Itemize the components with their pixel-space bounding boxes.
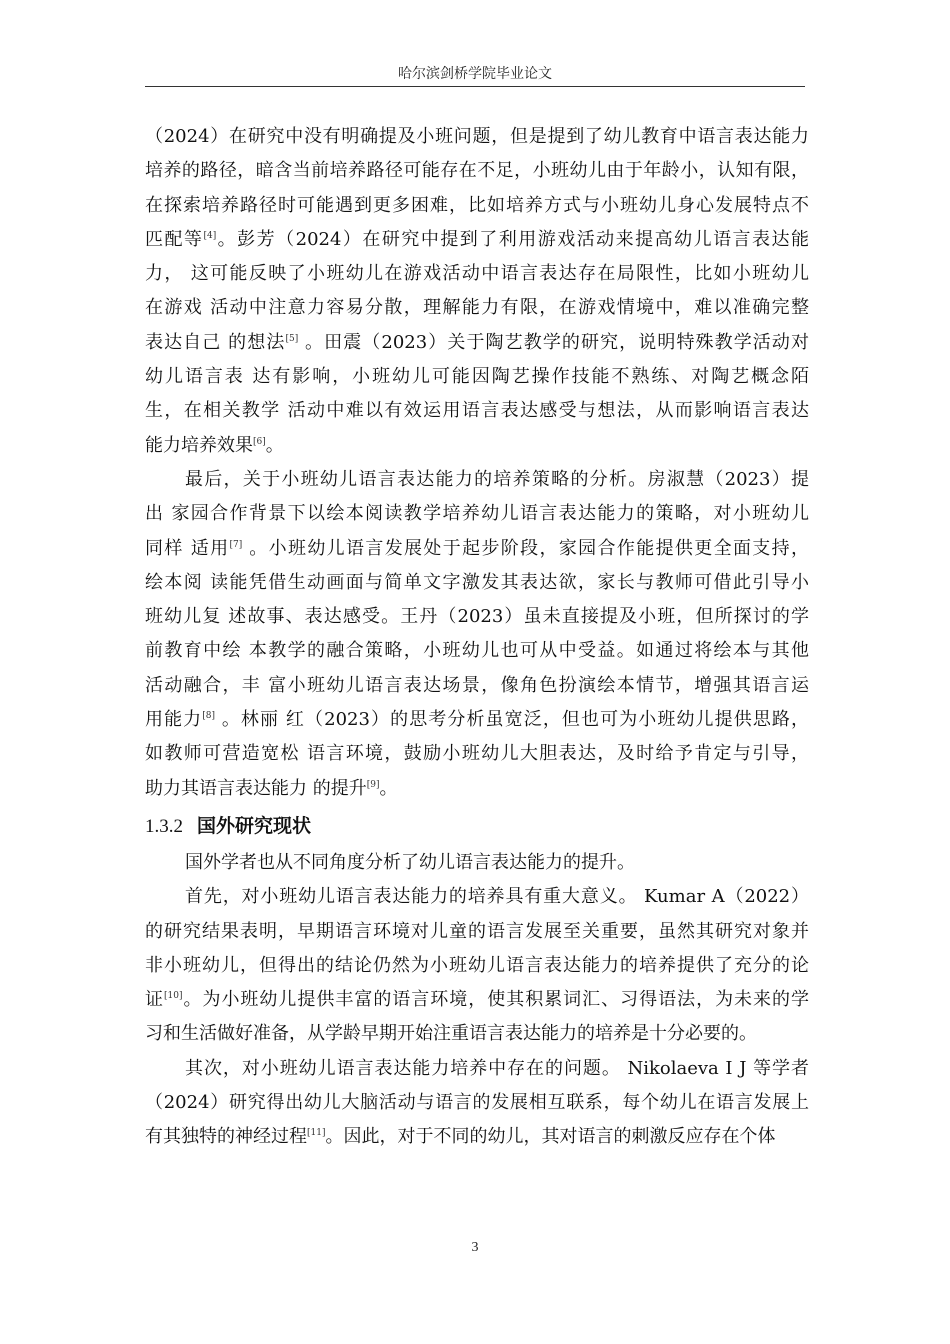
text-segment: 。彭芳（2024）在研究中提到了利用游戏活动来提高幼儿语言表达能 [216,228,809,250]
text-segment: 在探索培养路径时可能遇到更多困难，比如培养方式与小班幼儿身心发展特点不 [145,194,809,216]
text-segment: 班幼儿复 述故事、表达感受。王丹（2023）虽未直接提及小班，但所探讨的学 [145,606,809,628]
text-line [145,600,809,634]
running-header: 哈尔滨剑桥学院毕业论文 [398,66,552,82]
text-segment: 如教师可营造宽松 语言环境，鼓励小班幼儿大胆表达，及时给予肯定与引导， [145,743,809,765]
text-line [145,880,809,914]
citation-marker: [8] [202,711,216,722]
citation-marker: [11] [307,1128,326,1139]
text-segment: 首先，对小班幼儿语言表达能力的培养具有重大意义。 Kumar A（2022） [185,886,809,908]
text-line [145,703,809,737]
body-text [145,120,809,1155]
text-line [145,463,809,497]
text-segment: 力， 这可能反映了小班幼儿在游戏活动中语言表达存在局限性，比如小班幼儿 [145,263,809,285]
text-line [145,1052,809,1086]
text-segment: 培养的路径，暗含当前培养路径可能存在不足，小班幼儿由于年龄小，认知有限， [145,160,809,182]
text-segment: 习和生活做好准备，从学龄早期开始注重语言表达能力的培养是十分必要的。 [145,1023,757,1045]
text-line [145,669,809,703]
text-segment: 能力培养效果 [145,434,253,456]
text-line [145,257,809,291]
citation-marker: [10] [164,991,183,1002]
paragraph [145,463,809,806]
text-line [145,497,809,531]
citation-marker: [9] [366,779,380,790]
text-line [145,737,809,771]
text-segment: 的研究结果表明，早期语言环境对儿童的语言发展至关重要，虽然其研究对象并 [145,920,809,942]
text-line [145,189,809,223]
text-segment: 绘本阅 读能凭借生动画面与简单文字激发其表达欲，家长与教师可借此引导小 [145,571,809,593]
text-segment: 同样 适用 [145,537,230,559]
text-segment: 。 [265,434,284,456]
text-segment: 表达自己 的想法 [145,331,286,353]
text-line [145,326,809,360]
citation-marker: [4] [203,230,217,241]
paragraph [145,120,809,463]
text-segment: 。小班幼儿语言发展处于起步阶段，家园合作能提供更全面支持， [242,537,809,559]
paragraph [145,846,809,880]
text-line [145,291,809,325]
text-segment: 国外学者也从不同角度分析了幼儿语言表达能力的提升。 [185,851,635,873]
paragraph-group-foreign [145,846,809,1155]
text-segment: 证 [145,989,164,1011]
text-segment: 非小班幼儿，但得出的结论仍然为小班幼儿语言表达能力的培养提供了充分的论 [145,954,809,976]
text-segment: 幼儿语言表 达有影响，小班幼儿可能因陶艺操作技能不熟练、对陶艺概念陌 [145,366,809,388]
text-segment: （2024）研究得出幼儿大脑活动与语言的发展相互联系，每个幼儿在语言发展上 [145,1092,809,1114]
text-line [145,532,809,566]
paragraph [145,880,809,1051]
text-segment: 。林丽 红（2023）的思考分析虽宽泛，但也可为小班幼儿提供思路， [215,709,809,731]
text-line [145,983,809,1017]
text-segment: 匹配等 [145,228,204,250]
text-line [145,223,809,257]
text-line [145,846,809,880]
text-line [145,915,809,949]
text-segment: 。 [379,777,398,799]
text-line [145,429,809,463]
header-rule [145,86,805,87]
section-number: 1.3.2 [145,815,183,837]
text-segment: 最后，关于小班幼儿语言表达能力的培养策略的分析。房淑慧（2023）提 [185,468,809,490]
text-segment: 生，在相关教学 活动中难以有效运用语言表达感受与想法，从而影响语言表达 [145,400,809,422]
text-line [145,772,809,806]
text-line [145,1086,809,1120]
page-number: 3 [471,1240,479,1255]
citation-marker: [5] [285,333,299,344]
section-heading [145,806,809,846]
text-line [145,1017,809,1051]
paragraph [145,1052,809,1155]
section-title: 国外研究现状 [197,814,312,837]
text-segment: 出 家园合作背景下以绘本阅读教学培养幼儿语言表达能力的策略，对小班幼儿 [145,503,809,525]
text-segment: 前教育中绘 本教学的融合策略，小班幼儿也可从中受益。如通过将绘本与其他 [145,640,809,662]
text-line [145,566,809,600]
text-segment: 。因此，对于不同的幼儿，其对语言的刺激反应存在个体 [325,1126,776,1148]
text-segment: 其次，对小班幼儿语言表达能力培养中存在的问题。 Nikolaeva I J 等学者 [185,1057,809,1079]
text-line [145,120,809,154]
text-line [145,394,809,428]
text-segment: 。为小班幼儿提供丰富的语言环境，使其积累词汇、习得语法，为未来的学 [182,989,809,1011]
text-segment: 有其独特的神经过程 [145,1126,307,1148]
text-line [145,949,809,983]
text-line [145,360,809,394]
text-segment: 助力其语言表达能力 的提升 [145,777,367,799]
text-segment: 。田震（2023）关于陶艺教学的研究，说明特殊教学活动对 [298,331,809,353]
text-line [145,1120,809,1154]
citation-marker: [6] [253,436,266,447]
text-segment: （2024）在研究中没有明确提及小班问题，但是提到了幼儿教育中语言表达能力 [145,126,809,147]
paragraph-group-domestic [145,120,809,806]
text-line [145,634,809,668]
text-line [145,154,809,188]
text-segment: 在游戏 活动中注意力容易分散，理解能力有限，在游戏情境中，难以准确完整 [145,297,809,319]
text-segment: 用能力 [145,709,203,731]
text-segment: 活动融合，丰 富小班幼儿语言表达场景，像角色扮演绘本情节，增强其语言运 [145,674,809,696]
citation-marker: [7] [229,539,243,550]
